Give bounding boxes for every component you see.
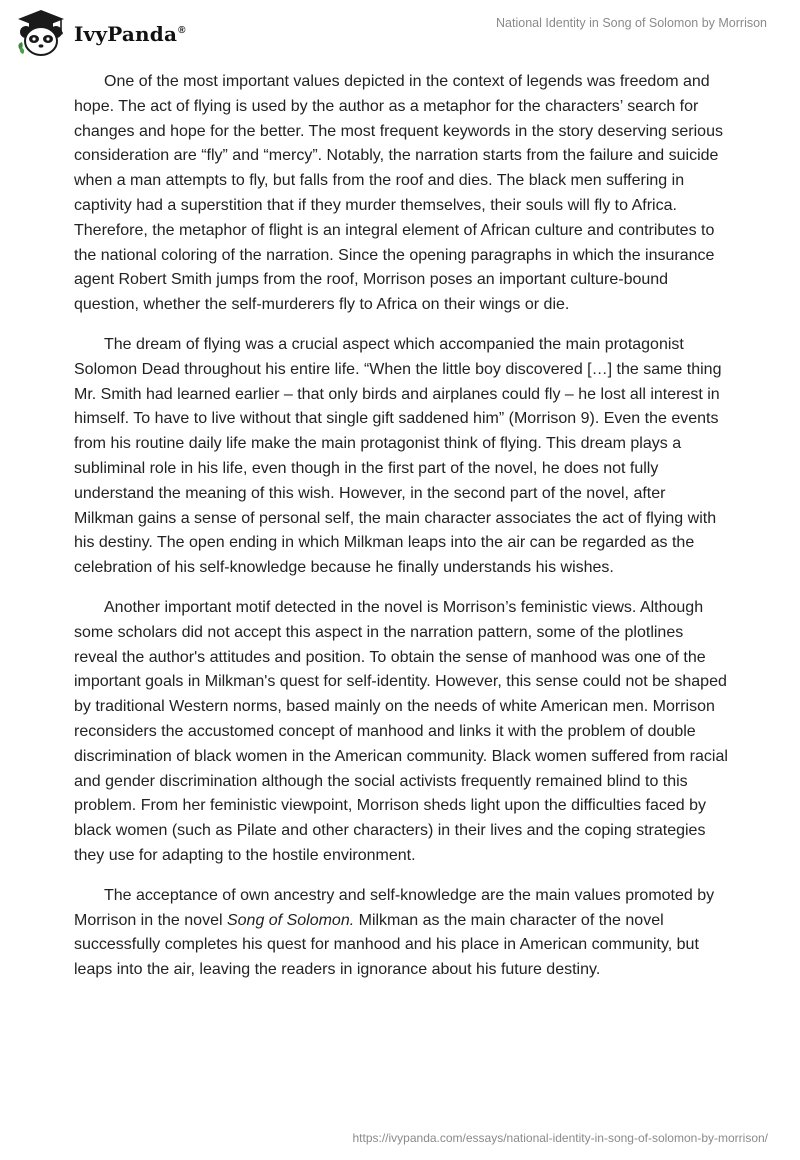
page-header xyxy=(0,0,800,70)
paragraph-4 xyxy=(74,884,728,983)
source-url[interactable]: https://ivypanda.com/essays/national-identity-in-song-of-solomon-by-morrison/ xyxy=(352,1131,768,1145)
essay-body xyxy=(74,70,728,998)
registered-mark: ® xyxy=(178,25,186,37)
paragraph-2: The dream of flying was a crucial aspect which accompanied the main protagonist Solomon Dead throughout his entire life. “When the little boy discovered […] the same thing Mr. Smith had learned earlier – that only birds and airplanes could fly – he lost all interest in himself. To have to live without that single gift saddened him” (Morrison 9). Even the events from his routine daily life make the main protagonist think of flying. This dream plays a subliminal role in his life, even though in the first part of the novel, he does not fully understand the meaning of this wish. However, in the second part of the novel, after Milkman gains a sense of personal self, the main character associates the act of flying with his destiny. The open ending in which Milkman leaps into the air can be regarded as the celebration of his self-knowledge because he finally understands his wishes. xyxy=(74,335,722,577)
book-title: Song of Solomon. xyxy=(226,911,355,929)
paragraph-3: Another important motif detected in the novel is Morrison’s feministic views. Although some scholars did not accept this aspect in the narration pattern, some of the plotlines reveal the author's attitudes and position. To obtain the sense of manhood was one of the important goals in Milkman's quest for self-identity. However, this sense could not be shaped by traditional Western norms, based mainly on the needs of white American men. Morrison reconsiders the accustomed concept of manhood and links it with the problem of double discrimination of black women in the American community. Black women suffered from racial and gender discrimination although the social activists frequently remained blind to this problem. From her feministic viewpoint, Morrison sheds light upon the difficulties faced by black women (such as Pilate and other characters) in their lives and the coping strategies they use for adapting to the hostile environment. xyxy=(74,598,728,864)
paragraph-4-end: Milkman as the main character of the novel successfully completes his quest for manhood and his place in American community, but leaps into the air, leaving the readers in ignorance about his future destiny. xyxy=(74,911,699,979)
paragraph-1: One of the most important values depicted in the context of legends was freedom and hope. The act of flying is used by the author as a metaphor for the characters’ search for changes and hope for the better. The most frequent keywords in the story deserving serious consideration are “fly” and “mercy”. Notably, the narration starts from the failure and suicide when a man attempts to fly, but falls from the roof and dies. The black men suffering in captivity had a superstition that if they murder themselves, their souls will fly to Africa. Therefore, the metaphor of flight is an integral element of African culture and contributes to the national coloring of the narration. Since the opening paragraphs in which the insurance agent Robert Smith jumps from the roof, Morrison poses an important culture-bound question, whether the self-murderers fly to Africa on their wings or die. xyxy=(74,73,723,314)
document-title: National Identity in Song of Solomon by Morrison xyxy=(496,16,767,30)
panda-graduate-icon xyxy=(14,8,68,58)
logo-wordmark: IvyPanda® xyxy=(74,22,186,46)
paragraph-4-start: The acceptance of own ancestry and self-knowledge are the main values promoted by Morrison in the novel xyxy=(74,886,715,929)
ivypanda-logo[interactable] xyxy=(14,8,186,58)
